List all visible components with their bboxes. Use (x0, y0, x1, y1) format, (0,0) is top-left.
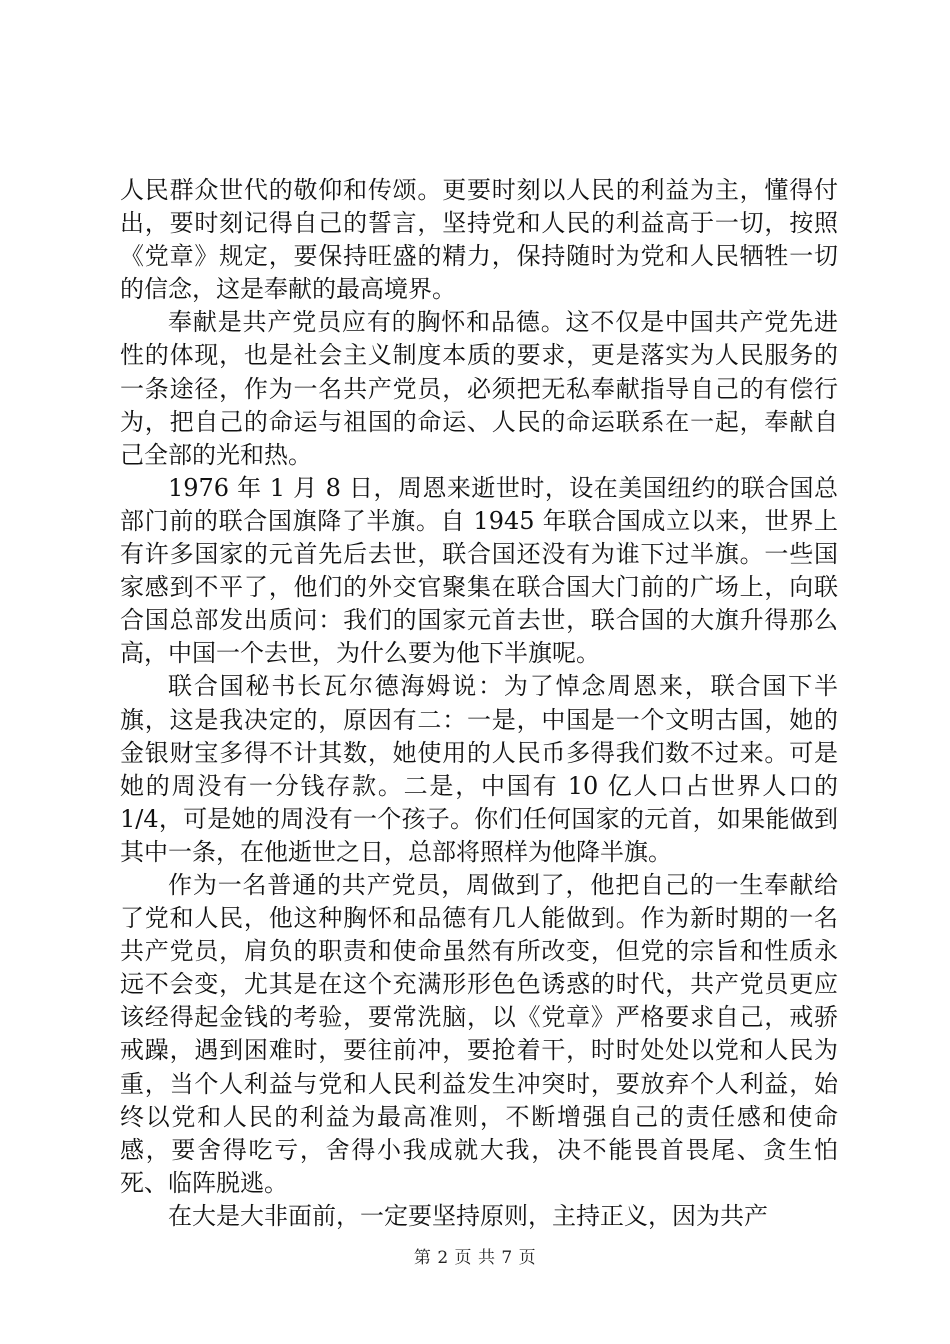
paragraph: 1976 年 1 月 8 日，周恩来逝世时，设在美国纽约的联合国总部门前的联合国旗降了半旗。自 1945 年联合国成立以来，世界上有许多国家的元首先后去世，联合国还没有为谁下过半旗。一些国家感到不平了，他们的外交官聚集在联合国大门前的广场上，向联合国总部发出质问：我们的国家元首去世，联合国的大旗升得那么高，中国一个去世，为什么要为他下半旗呢。 (120, 473, 838, 668)
paragraph: 作为一名普通的共产党员，周做到了，他把自己的一生奉献给了党和人民，他这种胸怀和品德有几人能做到。作为新时期的一名共产党员，肩负的职责和使命虽然有所改变，但党的宗旨和性质永远不会变，尤其是在这个充满形形色色诱惑的时代，共产党员更应该经得起金钱的考验，要常洗脑，以《党章》严格要求自己，戒骄戒躁，遇到困难时，要往前冲，要抢着干，时时处处以党和人民为重，当个人利益与党和人民利益发生冲突时，要放弃个人利益，始终以党和人民的利益为最高准则，不断增强自己的责任感和使命感，要舍得吃亏，舍得小我成就大我，决不能畏首畏尾、贪生怕死、临阵脱逃。 (120, 870, 838, 1197)
paragraph: 奉献是共产党员应有的胸怀和品德。这不仅是中国共产党先进性的体现，也是社会主义制度本质的要求，更是落实为人民服务的一条途径，作为一名共产党员，必须把无私奉献指导自己的有偿行为，把自己的命运与祖国的命运、人民的命运联系在一起，奉献自己全部的光和热。 (120, 308, 838, 469)
paragraph-continuation: 人民群众世代的敬仰和传颂。更要时刻以人民的利益为主，懂得付出，要时刻记得自己的誓言，坚持党和人民的利益高于一切，按照《党章》规定，要保持旺盛的精力，保持随时为党和人民牺牲一切的信念，这是奉献的最高境界。 (120, 176, 838, 304)
page-number-footer: 第 2 页 共 7 页 (413, 1248, 537, 1268)
document-body (120, 174, 838, 1233)
paragraph: 联合国秘书长瓦尔德海姆说：为了悼念周恩来，联合国下半旗，这是我决定的，原因有二：一是，中国是一个文明古国，她的金银财宝多得不计其数，她使用的人民币多得我们数不过来。可是她的周没有一分钱存款。二是，中国有 10 亿人口占世界人口的 1/4，可是她的周没有一个孩子。你们任何国家的元首，如果能做到其中一条，在他逝世之日，总部将照样为他降半旗。 (120, 672, 838, 866)
paragraph: 在大是大非面前，一定要坚持原则，主持正义，因为共产 (168, 1201, 768, 1230)
